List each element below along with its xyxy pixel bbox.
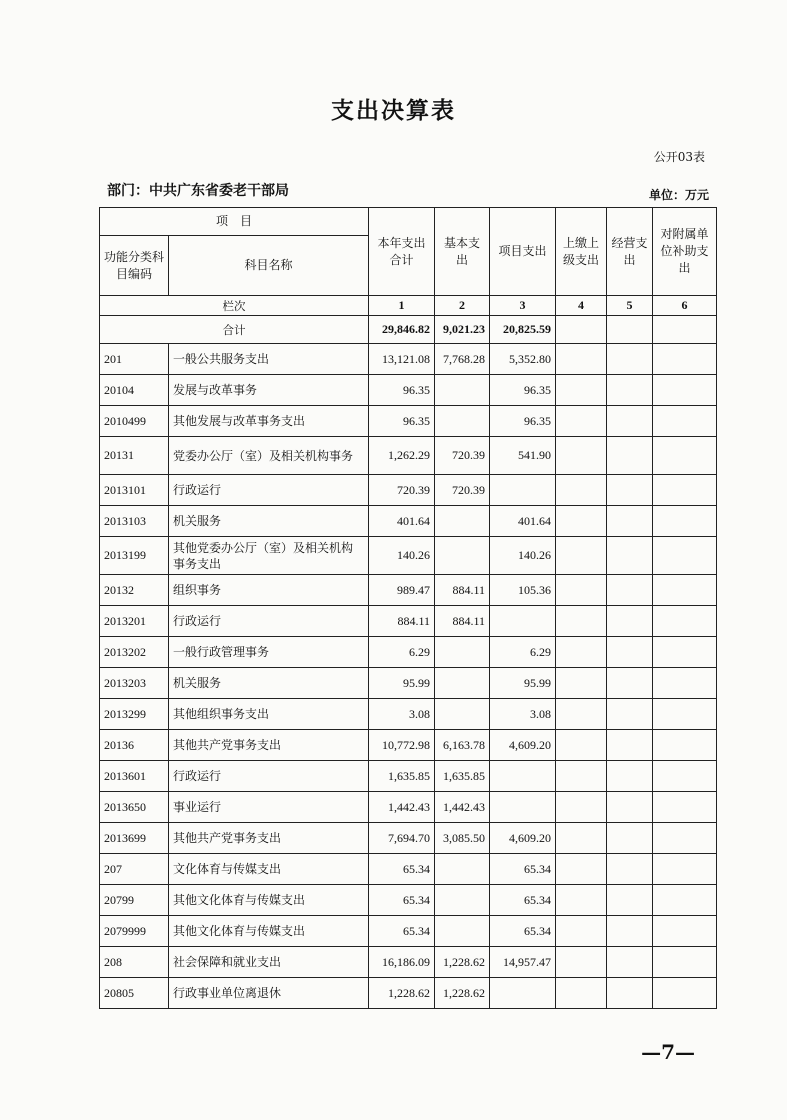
row-col4 xyxy=(556,606,607,637)
row-col2 xyxy=(435,699,490,730)
table-row xyxy=(100,761,717,792)
row-col6 xyxy=(653,730,717,761)
row-code: 20805 xyxy=(100,978,169,1009)
row-col4 xyxy=(556,637,607,668)
row-col6 xyxy=(653,606,717,637)
code-col-header: 功能分类科目编码 xyxy=(100,236,169,296)
row-col2 xyxy=(435,537,490,575)
total-col1: 29,846.82 xyxy=(369,316,435,344)
total-label: 合计 xyxy=(100,316,369,344)
row-col6 xyxy=(653,916,717,947)
row-col5 xyxy=(607,699,653,730)
row-col3: 95.99 xyxy=(490,668,556,699)
row-col1: 65.34 xyxy=(369,854,435,885)
col-number-4: 4 xyxy=(556,296,607,316)
table-row xyxy=(100,475,717,506)
row-code: 2079999 xyxy=(100,916,169,947)
row-code: 201 xyxy=(100,344,169,375)
row-col4 xyxy=(556,699,607,730)
row-col1: 140.26 xyxy=(369,537,435,575)
table-row xyxy=(100,699,717,730)
row-name: 一般行政管理事务 xyxy=(169,637,369,668)
row-col3: 5,352.80 xyxy=(490,344,556,375)
row-name: 社会保障和就业支出 xyxy=(169,947,369,978)
table-row xyxy=(100,947,717,978)
row-col2 xyxy=(435,668,490,699)
row-col5 xyxy=(607,637,653,668)
row-name: 其他党委办公厅（室）及相关机构事务支出 xyxy=(169,537,369,575)
row-col5 xyxy=(607,978,653,1009)
department-label: 部门：中共广东省委老干部局 xyxy=(107,183,289,199)
row-col4 xyxy=(556,475,607,506)
row-col1: 96.35 xyxy=(369,406,435,437)
row-col1: 989.47 xyxy=(369,575,435,606)
row-code: 20136 xyxy=(100,730,169,761)
row-col6 xyxy=(653,437,717,475)
row-col5 xyxy=(607,947,653,978)
row-code: 20799 xyxy=(100,885,169,916)
row-col2 xyxy=(435,406,490,437)
row-col5 xyxy=(607,730,653,761)
row-col6 xyxy=(653,885,717,916)
row-col3: 65.34 xyxy=(490,885,556,916)
table-row xyxy=(100,575,717,606)
row-col3: 105.36 xyxy=(490,575,556,606)
row-name: 组织事务 xyxy=(169,575,369,606)
col-number-3: 3 xyxy=(490,296,556,316)
table-row xyxy=(100,537,717,575)
table-row xyxy=(100,344,717,375)
table-row xyxy=(100,854,717,885)
row-col2 xyxy=(435,916,490,947)
row-name: 行政运行 xyxy=(169,606,369,637)
row-col4 xyxy=(556,978,607,1009)
row-col5 xyxy=(607,344,653,375)
row-name: 其他文化体育与传媒支出 xyxy=(169,885,369,916)
row-col2 xyxy=(435,637,490,668)
row-code: 2013103 xyxy=(100,506,169,537)
row-col6 xyxy=(653,506,717,537)
row-col2 xyxy=(435,885,490,916)
row-col4 xyxy=(556,916,607,947)
row-col4 xyxy=(556,668,607,699)
row-name: 文化体育与传媒支出 xyxy=(169,854,369,885)
row-name: 党委办公厅（室）及相关机构事务 xyxy=(169,437,369,475)
row-col2: 1,228.62 xyxy=(435,947,490,978)
row-col4 xyxy=(556,375,607,406)
row-col6 xyxy=(653,637,717,668)
col2-header: 基本支出 xyxy=(435,208,490,296)
row-col6 xyxy=(653,375,717,406)
row-code: 2013699 xyxy=(100,823,169,854)
row-col1: 401.64 xyxy=(369,506,435,537)
row-col3: 65.34 xyxy=(490,854,556,885)
row-col1: 65.34 xyxy=(369,916,435,947)
row-code: 208 xyxy=(100,947,169,978)
row-code: 2013202 xyxy=(100,637,169,668)
row-col5 xyxy=(607,854,653,885)
col4-header: 上缴上级支出 xyxy=(556,208,607,296)
row-col1: 1,262.29 xyxy=(369,437,435,475)
row-code: 2013601 xyxy=(100,761,169,792)
row-col1: 1,635.85 xyxy=(369,761,435,792)
row-col1: 7,694.70 xyxy=(369,823,435,854)
row-col1: 13,121.08 xyxy=(369,344,435,375)
row-col2: 7,768.28 xyxy=(435,344,490,375)
row-col5 xyxy=(607,475,653,506)
row-col6 xyxy=(653,537,717,575)
row-col6 xyxy=(653,344,717,375)
row-code: 2013199 xyxy=(100,537,169,575)
row-col3: 4,609.20 xyxy=(490,823,556,854)
row-col1: 16,186.09 xyxy=(369,947,435,978)
col3-header: 项目支出 xyxy=(490,208,556,296)
col-number-6: 6 xyxy=(653,296,717,316)
row-col4 xyxy=(556,885,607,916)
row-name: 发展与改革事务 xyxy=(169,375,369,406)
row-col4 xyxy=(556,344,607,375)
row-name: 机关服务 xyxy=(169,668,369,699)
row-col6 xyxy=(653,668,717,699)
row-col3: 96.35 xyxy=(490,375,556,406)
row-col2: 720.39 xyxy=(435,437,490,475)
row-col1: 95.99 xyxy=(369,668,435,699)
row-col4 xyxy=(556,406,607,437)
col-number-5: 5 xyxy=(607,296,653,316)
row-col5 xyxy=(607,406,653,437)
row-col1: 96.35 xyxy=(369,375,435,406)
row-col6 xyxy=(653,575,717,606)
table-row xyxy=(100,437,717,475)
row-label-header: 栏次 xyxy=(100,296,369,316)
row-name: 其他文化体育与传媒支出 xyxy=(169,916,369,947)
row-col6 xyxy=(653,699,717,730)
row-col5 xyxy=(607,537,653,575)
row-col4 xyxy=(556,947,607,978)
row-col2: 884.11 xyxy=(435,575,490,606)
row-col5 xyxy=(607,792,653,823)
row-col2: 884.11 xyxy=(435,606,490,637)
row-name: 一般公共服务支出 xyxy=(169,344,369,375)
row-name: 机关服务 xyxy=(169,506,369,537)
table-row xyxy=(100,823,717,854)
row-code: 2013203 xyxy=(100,668,169,699)
row-col1: 10,772.98 xyxy=(369,730,435,761)
row-code: 2013650 xyxy=(100,792,169,823)
expenditure-table xyxy=(99,207,717,1009)
row-col3: 14,957.47 xyxy=(490,947,556,978)
row-col1: 65.34 xyxy=(369,885,435,916)
table-row xyxy=(100,792,717,823)
row-col5 xyxy=(607,575,653,606)
row-col4 xyxy=(556,730,607,761)
row-name: 其他发展与改革事务支出 xyxy=(169,406,369,437)
page-number: —7— xyxy=(641,1040,695,1064)
row-col6 xyxy=(653,823,717,854)
row-col2 xyxy=(435,375,490,406)
item-header: 项 目 xyxy=(100,208,369,236)
row-col6 xyxy=(653,978,717,1009)
row-col3: 96.35 xyxy=(490,406,556,437)
name-col-header: 科目名称 xyxy=(169,236,369,296)
row-name: 行政运行 xyxy=(169,475,369,506)
row-name: 行政事业单位离退休 xyxy=(169,978,369,1009)
total-row xyxy=(100,316,717,344)
row-code: 2013299 xyxy=(100,699,169,730)
col-number-2: 2 xyxy=(435,296,490,316)
row-col4 xyxy=(556,761,607,792)
row-col3 xyxy=(490,475,556,506)
row-name: 其他共产党事务支出 xyxy=(169,730,369,761)
table-row xyxy=(100,916,717,947)
row-col6 xyxy=(653,761,717,792)
row-code: 2013201 xyxy=(100,606,169,637)
table-row xyxy=(100,375,717,406)
row-col3: 65.34 xyxy=(490,916,556,947)
row-col2: 6,163.78 xyxy=(435,730,490,761)
total-col6 xyxy=(653,316,717,344)
row-col5 xyxy=(607,823,653,854)
total-col5 xyxy=(607,316,653,344)
row-col2: 720.39 xyxy=(435,475,490,506)
table-row xyxy=(100,978,717,1009)
row-col2: 1,442.43 xyxy=(435,792,490,823)
row-code: 207 xyxy=(100,854,169,885)
row-col3: 140.26 xyxy=(490,537,556,575)
row-col2: 1,635.85 xyxy=(435,761,490,792)
row-name: 其他组织事务支出 xyxy=(169,699,369,730)
row-col4 xyxy=(556,537,607,575)
col5-header: 经营支出 xyxy=(607,208,653,296)
total-col3: 20,825.59 xyxy=(490,316,556,344)
col1-header: 本年支出合计 xyxy=(369,208,435,296)
row-code: 20132 xyxy=(100,575,169,606)
row-code: 2013101 xyxy=(100,475,169,506)
unit-label: 单位：万元 xyxy=(648,188,709,202)
row-name: 其他共产党事务支出 xyxy=(169,823,369,854)
row-code: 20104 xyxy=(100,375,169,406)
row-col5 xyxy=(607,916,653,947)
row-col5 xyxy=(607,375,653,406)
col6-header: 对附属单位补助支出 xyxy=(653,208,717,296)
row-code: 2010499 xyxy=(100,406,169,437)
total-col4 xyxy=(556,316,607,344)
row-col3: 3.08 xyxy=(490,699,556,730)
table-row xyxy=(100,406,717,437)
row-col2: 1,228.62 xyxy=(435,978,490,1009)
total-col2: 9,021.23 xyxy=(435,316,490,344)
row-col3: 4,609.20 xyxy=(490,730,556,761)
row-col4 xyxy=(556,575,607,606)
row-col5 xyxy=(607,761,653,792)
row-col1: 884.11 xyxy=(369,606,435,637)
row-col3: 401.64 xyxy=(490,506,556,537)
row-col4 xyxy=(556,792,607,823)
row-col2: 3,085.50 xyxy=(435,823,490,854)
row-col2 xyxy=(435,506,490,537)
row-col2 xyxy=(435,854,490,885)
row-col6 xyxy=(653,475,717,506)
row-col5 xyxy=(607,668,653,699)
row-col4 xyxy=(556,506,607,537)
row-col6 xyxy=(653,792,717,823)
col-number-1: 1 xyxy=(369,296,435,316)
table-row xyxy=(100,506,717,537)
page-title: 支出决算表 xyxy=(331,97,456,124)
row-col1: 3.08 xyxy=(369,699,435,730)
table-row xyxy=(100,885,717,916)
row-col4 xyxy=(556,823,607,854)
row-col1: 720.39 xyxy=(369,475,435,506)
row-col3 xyxy=(490,792,556,823)
row-col5 xyxy=(607,606,653,637)
row-col6 xyxy=(653,406,717,437)
row-name: 事业运行 xyxy=(169,792,369,823)
row-col6 xyxy=(653,854,717,885)
table-row xyxy=(100,668,717,699)
row-col3: 6.29 xyxy=(490,637,556,668)
row-col4 xyxy=(556,437,607,475)
row-col3 xyxy=(490,978,556,1009)
table-row xyxy=(100,637,717,668)
row-col1: 1,228.62 xyxy=(369,978,435,1009)
row-col4 xyxy=(556,854,607,885)
row-col3 xyxy=(490,761,556,792)
row-col5 xyxy=(607,885,653,916)
row-code: 20131 xyxy=(100,437,169,475)
row-col6 xyxy=(653,947,717,978)
row-col1: 6.29 xyxy=(369,637,435,668)
row-col3: 541.90 xyxy=(490,437,556,475)
row-col3 xyxy=(490,606,556,637)
form-number: 公开03表 xyxy=(653,150,705,164)
row-name: 行政运行 xyxy=(169,761,369,792)
table-row xyxy=(100,606,717,637)
row-col5 xyxy=(607,437,653,475)
row-col5 xyxy=(607,506,653,537)
table-row xyxy=(100,730,717,761)
row-col1: 1,442.43 xyxy=(369,792,435,823)
